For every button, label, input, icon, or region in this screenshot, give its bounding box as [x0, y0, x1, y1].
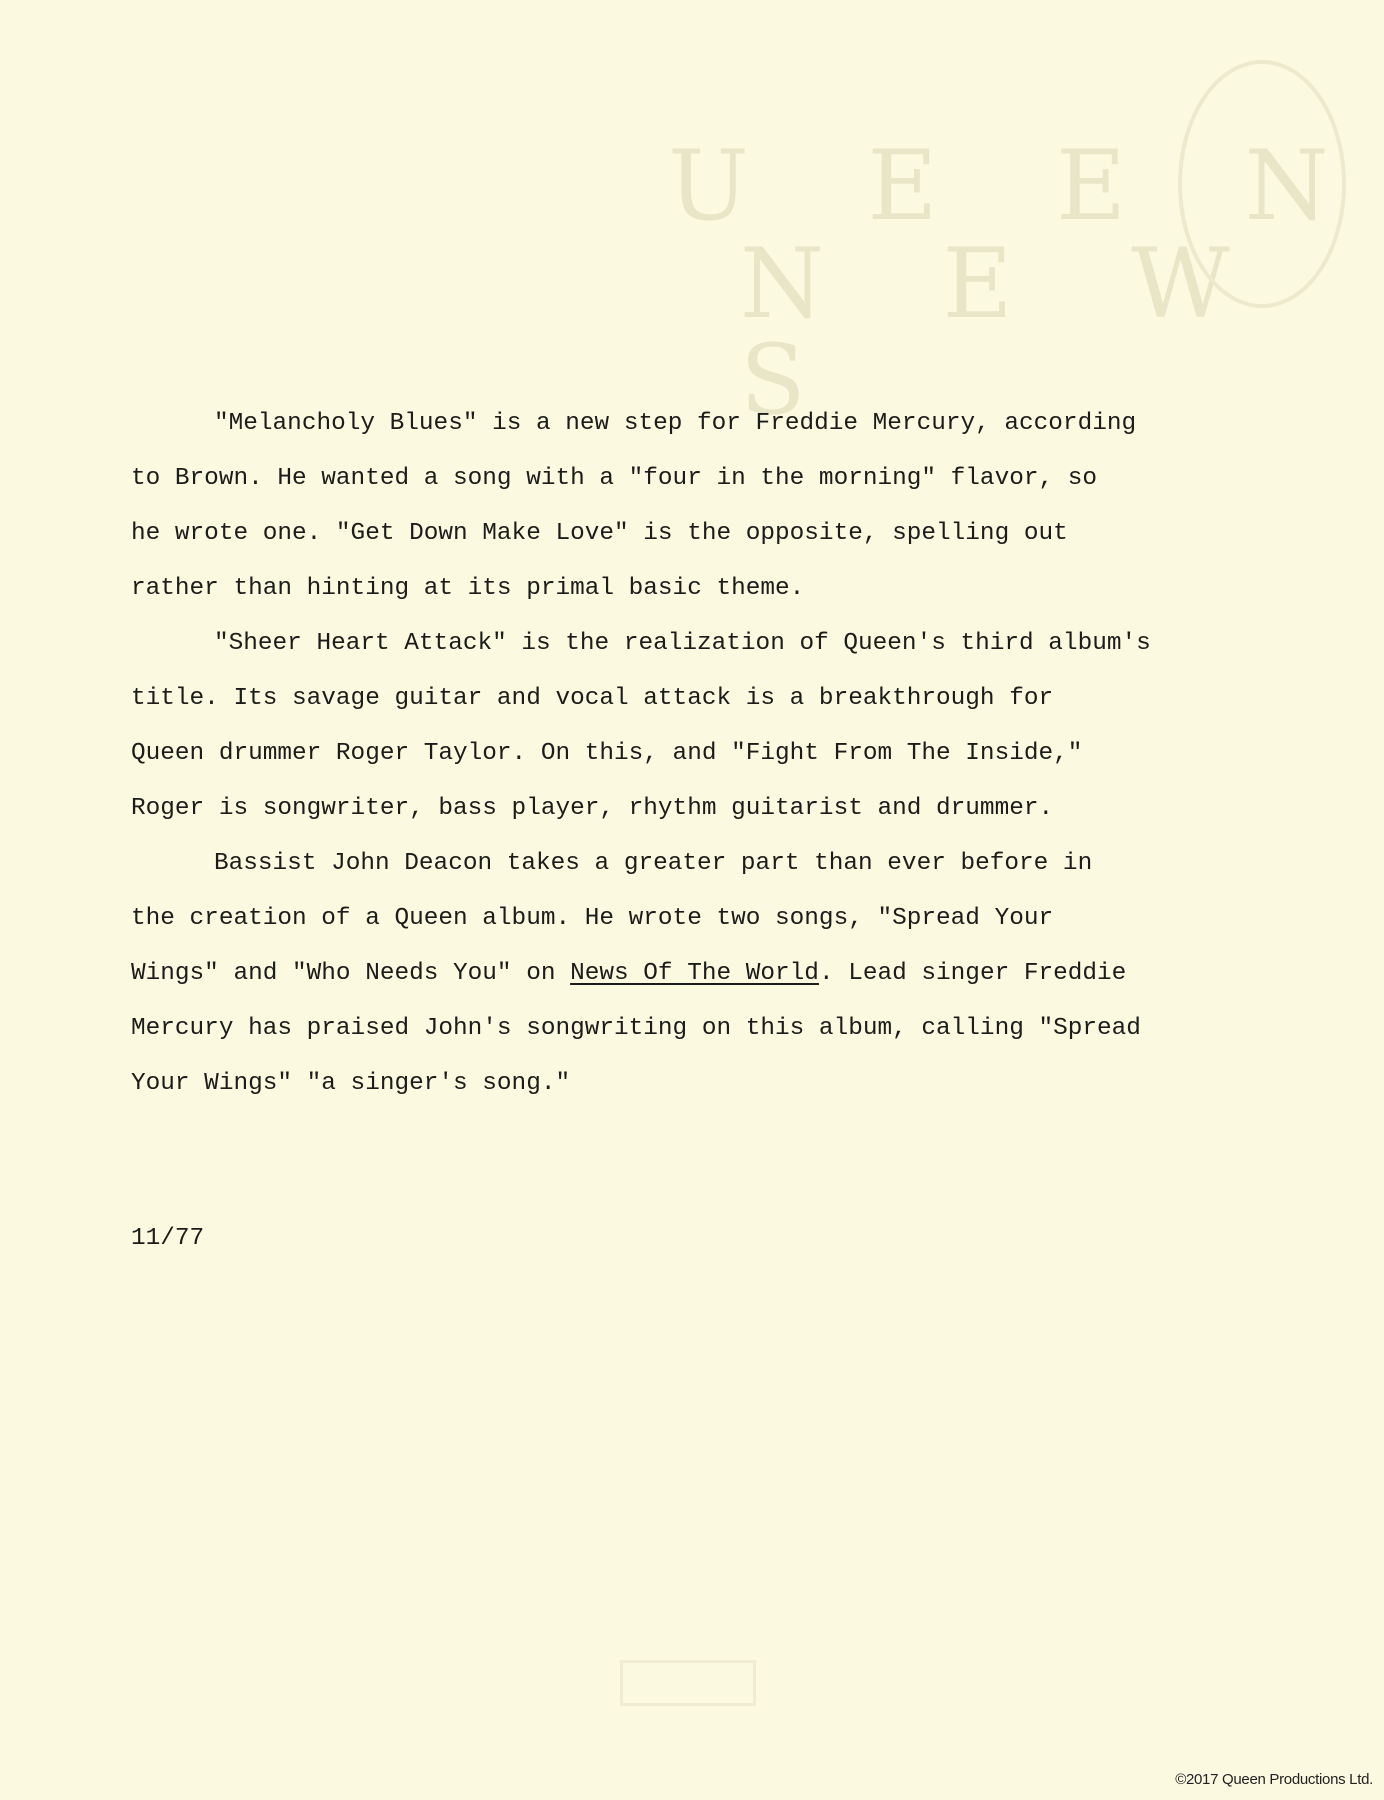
footer-logo-watermark — [620, 1660, 756, 1706]
paragraph-sheer-heart-attack — [131, 616, 1271, 836]
text-line: to Brown. He wanted a song with a "four in the morning" flavor, so — [131, 465, 1098, 492]
letterhead-watermark-queen: U E E N — [668, 130, 1373, 242]
copyright-notice: ©2017 Queen Productions Ltd. — [1175, 1771, 1373, 1788]
text-segment: Wings" and "Who Needs You" on — [131, 960, 571, 987]
paragraph-john-deacon — [131, 836, 1271, 1111]
letterhead-watermark-news: N E W S — [740, 228, 1274, 436]
text-line: Bassist John Deacon takes a greater part than ever before in — [214, 850, 1093, 877]
text-line: Roger is songwriter, bass player, rhythm guitarist and drummer. — [131, 795, 1054, 822]
text-segment: . Lead singer Freddie — [818, 960, 1127, 987]
text-line: "Sheer Heart Attack" is the realization of Queen's third album's — [214, 630, 1151, 657]
letterhead-seal-watermark — [1178, 60, 1346, 308]
paragraph-melancholy-blues — [131, 396, 1271, 616]
text-line: Queen drummer Roger Taylor. On this, and "Fight From The Inside," — [131, 740, 1083, 767]
document-date: 11/77 — [131, 1225, 205, 1252]
text-line: the creation of a Queen album. He wrote two songs, "Spread Your — [131, 905, 1054, 932]
text-line: Mercury has praised John's songwriting on this album, calling "Spread — [131, 1015, 1141, 1042]
text-line: Your Wings" "a singer's song." — [131, 1070, 571, 1097]
text-line: title. Its savage guitar and vocal attack is a breakthrough for — [131, 685, 1054, 712]
text-line: "Melancholy Blues" is a new step for Freddie Mercury, according — [214, 410, 1137, 437]
album-title-underlined: News Of The World — [570, 960, 819, 987]
text-line: rather than hinting at its primal basic theme. — [131, 575, 805, 602]
text-line — [131, 946, 1271, 1001]
text-line: he wrote one. "Get Down Make Love" is the opposite, spelling out — [131, 520, 1068, 547]
document-body — [131, 396, 1271, 1111]
